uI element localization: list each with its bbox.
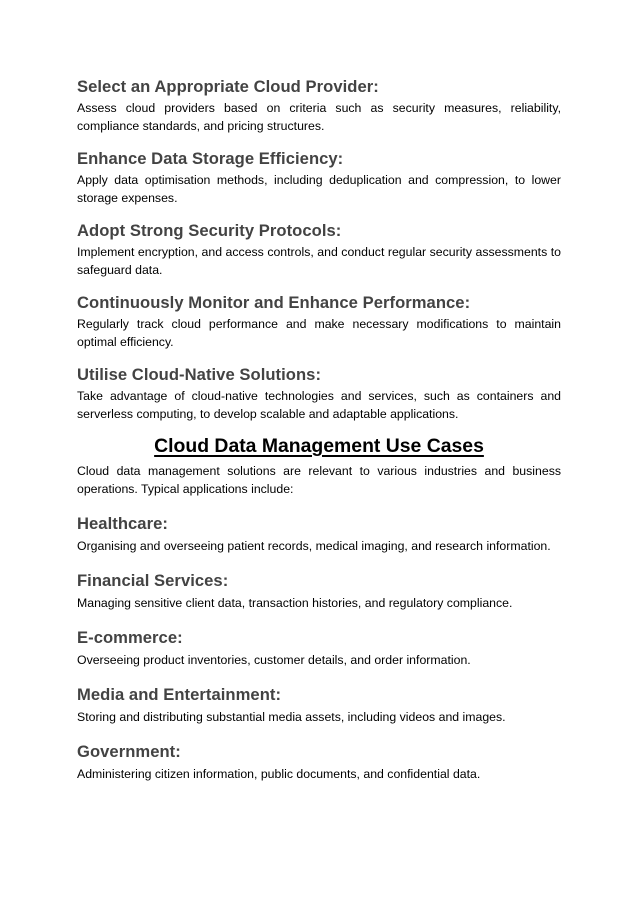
section-cloud-provider bbox=[77, 76, 561, 148]
use-cases-title-block bbox=[77, 433, 561, 463]
section-heading: Utilise Cloud-Native Solutions: bbox=[77, 365, 322, 384]
use-case-government bbox=[77, 741, 561, 798]
use-case-text: Storing and distributing substantial media assets, including videos and images. bbox=[77, 710, 506, 724]
section-heading: Select an Appropriate Cloud Provider: bbox=[77, 77, 379, 96]
use-case-text: Organising and overseeing patient records, medical imaging, and research information. bbox=[77, 539, 551, 553]
section-text: Regularly track cloud performance and make necessary modifications to maintain optimal efficiency. bbox=[77, 317, 561, 349]
use-case-text: Overseeing product inventories, customer details, and order information. bbox=[77, 653, 471, 667]
section-text: Apply data optimisation methods, including deduplication and compression, to lower storage expenses. bbox=[77, 173, 561, 205]
use-case-text: Managing sensitive client data, transaction histories, and regulatory compliance. bbox=[77, 596, 513, 610]
document-page bbox=[77, 76, 561, 798]
section-heading: Enhance Data Storage Efficiency: bbox=[77, 149, 344, 168]
use-case-heading: E-commerce: bbox=[77, 628, 183, 647]
use-case-healthcare bbox=[77, 513, 561, 570]
section-text: Take advantage of cloud-native technologies and services, such as containers and serverless computing, to develop scalable and adaptable applications. bbox=[77, 389, 561, 421]
use-case-heading: Media and Entertainment: bbox=[77, 685, 282, 704]
section-heading: Continuously Monitor and Enhance Performance: bbox=[77, 293, 471, 312]
section-text: Implement encryption, and access controls, and conduct regular security assessments to safeguard data. bbox=[77, 245, 561, 277]
use-cases-intro-block bbox=[77, 463, 561, 513]
use-case-heading: Healthcare: bbox=[77, 514, 168, 533]
use-case-financial-services bbox=[77, 570, 561, 627]
section-storage-efficiency bbox=[77, 148, 561, 220]
use-case-ecommerce bbox=[77, 627, 561, 684]
section-text: Assess cloud providers based on criteria such as security measures, reliability, compliance standards, and pricing structures. bbox=[77, 101, 561, 133]
section-monitor-performance bbox=[77, 292, 561, 364]
use-case-text: Administering citizen information, public documents, and confidential data. bbox=[77, 767, 481, 781]
use-cases-intro: Cloud data management solutions are relevant to various industries and business operations. Typical applications include: bbox=[77, 464, 561, 496]
use-case-media-entertainment bbox=[77, 684, 561, 741]
section-security-protocols bbox=[77, 220, 561, 292]
use-case-heading: Government: bbox=[77, 742, 181, 761]
use-case-heading: Financial Services: bbox=[77, 571, 229, 590]
section-cloud-native bbox=[77, 364, 561, 436]
use-cases-title: Cloud Data Management Use Cases bbox=[154, 435, 484, 457]
section-heading: Adopt Strong Security Protocols: bbox=[77, 221, 342, 240]
